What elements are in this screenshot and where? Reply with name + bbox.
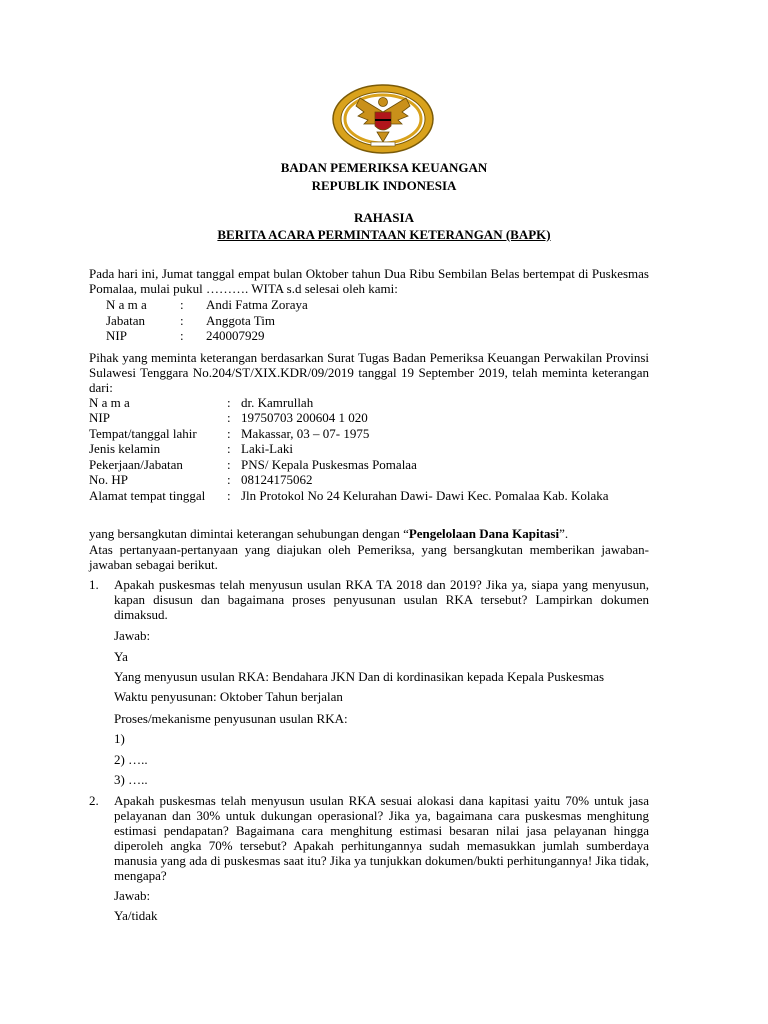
question-1-step: 2) …..	[114, 752, 148, 767]
subject-prefix: yang bersangkutan dimintai keterangan sehubungan dengan “	[89, 526, 409, 541]
document-title: BERITA ACARA PERMINTAAN KETERANGAN (BAPK)	[217, 227, 551, 242]
intro-paragraph: Pada hari ini, Jumat tanggal empat bulan Oktober tahun Dua Ribu Sembilan Belas bertempat di Puskesmas Pomalaa, mulai pukul ………. WITA s.d selesai oleh kami:	[89, 266, 649, 296]
respondent-value: Makassar, 03 – 07- 1975	[241, 426, 370, 441]
respondent-label: No. HP	[89, 472, 129, 487]
org-name-line2: REPUBLIK INDONESIA	[311, 178, 457, 193]
respondent-value: 08124175062	[241, 472, 313, 487]
question-2-jawab-label: Jawab:	[114, 888, 151, 903]
question-1-text: Apakah puskesmas telah menyusun usulan RKA TA 2018 dan 2019? Jika ya, siapa yang menyusun, kapan disusun dan bagaimana proses penyusunan usulan RKA tersebut? Lampirkan dokumen dimaksud.	[114, 577, 649, 622]
examiner-nip-sep: :	[180, 328, 184, 343]
respondent-sep: :	[227, 441, 231, 456]
respondent-value: Jln Protokol No 24 Kelurahan Dawi- Dawi Kec. Pomalaa Kab. Kolaka	[241, 488, 609, 503]
examiner-position-label: Jabatan	[106, 313, 145, 328]
question-2-answer: Ya/tidak	[114, 908, 158, 923]
question-1-step: 1)	[114, 731, 125, 746]
examiner-position-sep: :	[180, 313, 184, 328]
respondent-label: Tempat/tanggal lahir	[89, 426, 197, 441]
examiner-name-value: Andi Fatma Zoraya	[206, 297, 308, 312]
subject-line	[89, 526, 568, 542]
classification-label: RAHASIA	[354, 210, 414, 225]
respondent-sep: :	[227, 457, 231, 472]
respondent-label: N a m a	[89, 395, 130, 410]
respondent-label: Jenis kelamin	[89, 441, 161, 456]
question-1-number: 1.	[89, 577, 99, 592]
respondent-value: dr. Kamrullah	[241, 395, 314, 410]
examiner-name-sep: :	[180, 297, 184, 312]
examiner-nip-label: NIP	[106, 328, 127, 343]
garuda-emblem-icon	[330, 82, 436, 156]
question-1-answer: Ya	[114, 649, 128, 664]
respondent-label: NIP	[89, 410, 110, 425]
examiner-position-value: Anggota Tim	[206, 313, 275, 328]
subject-suffix: ”.	[559, 526, 569, 541]
answers-intro-paragraph: Atas pertanyaan-pertanyaan yang diajukan oleh Pemeriksa, yang bersangkutan memberikan jawaban-jawaban sebagai berikut.	[89, 542, 649, 572]
subject-topic: Pengelolaan Dana Kapitasi	[408, 526, 560, 541]
question-1-step: 3) …..	[114, 772, 148, 787]
org-name-line1: BADAN PEMERIKSA KEUANGAN	[280, 160, 488, 175]
respondent-sep: :	[227, 472, 231, 487]
respondent-value: PNS/ Kepala Puskesmas Pomalaa	[241, 457, 417, 472]
question-1-time: Waktu penyusunan: Oktober Tahun berjalan	[114, 689, 343, 704]
request-paragraph: Pihak yang meminta keterangan berdasarkan Surat Tugas Badan Pemeriksa Keuangan Perwakilan Provinsi Sulawesi Tenggara No.204/ST/XIX.KDR/09/2019 tanggal 19 September 2019, telah meminta keterangan dari:	[89, 350, 649, 395]
respondent-value: 19750703 200604 1 020	[241, 410, 368, 425]
respondent-sep: :	[227, 426, 231, 441]
respondent-value: Laki-Laki	[241, 441, 293, 456]
respondent-label: Pekerjaan/Jabatan	[89, 457, 183, 472]
question-1-compiler: Yang menyusun usulan RKA: Bendahara JKN Dan di kordinasikan kepada Kepala Puskesmas	[114, 669, 605, 684]
respondent-label: Alamat tempat tinggal	[89, 488, 206, 503]
examiner-nip-value: 240007929	[206, 328, 265, 343]
question-2-number: 2.	[89, 793, 99, 808]
respondent-sep: :	[227, 488, 231, 503]
examiner-name-label: N a m a	[106, 297, 147, 312]
question-2-text: Apakah puskesmas telah menyusun usulan RKA sesuai alokasi dana kapitasi yaitu 70% untuk jasa pelayanan dan 30% untuk dukungan operasional? Jika ya, bagaimana cara puskesmas menghitung estimasi pendapatan? Bagaimana cara menghitung estimasi besaran nilai jasa pelayanan hingga diperoleh angka 70% tersebut? Apakah perhitungannya sudah memasukkan jumlah sumberdaya manusia yang ada di puskesmas saat itu? Jika ya tunjukkan dokumen/bukti perhitungannya! Jika tidak, mengapa?	[114, 793, 649, 883]
question-1-process-label: Proses/mekanisme penyusunan usulan RKA:	[114, 711, 348, 726]
question-1-jawab-label: Jawab:	[114, 628, 151, 643]
respondent-sep: :	[227, 410, 231, 425]
respondent-sep: :	[227, 395, 231, 410]
